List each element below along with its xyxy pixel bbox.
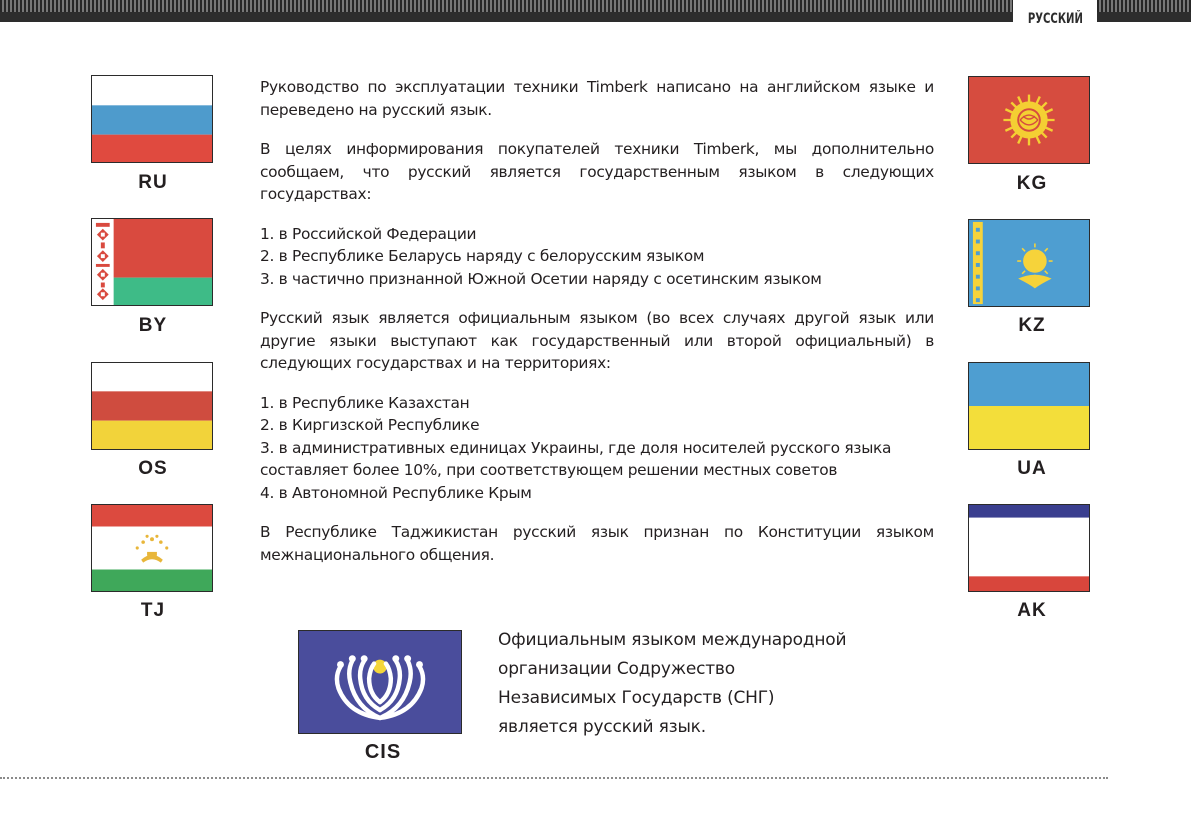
belarus-flag-icon xyxy=(91,218,213,306)
flag-code-ru: RU xyxy=(138,172,168,193)
flag-code-kg: KG xyxy=(1016,173,1048,194)
flag-code-cis: CIS xyxy=(364,741,402,763)
list-item: 2. в Киргизской Республике xyxy=(260,416,480,434)
flag-code-ak: AK xyxy=(1017,600,1047,621)
flag-code-by: BY xyxy=(138,315,168,336)
cis-line: является русский язык. xyxy=(498,717,706,737)
russia-flag-icon xyxy=(91,75,213,163)
south-ossetia-flag-icon xyxy=(91,362,213,450)
paragraph-state-language: В целях информирования покупателей техники Timberk, мы дополнительно сообщаем, что русский является государственным языком в следующих государствах: xyxy=(260,140,934,203)
top-band-right-lower xyxy=(1097,12,1191,22)
paragraph-intro: Руководство по эксплуатации техники Timberk написано на английском языке и переведено на русский язык. xyxy=(260,78,934,119)
flag-code-ua: UA xyxy=(1017,458,1047,479)
language-tab: РУССКИЙ xyxy=(1013,0,1097,26)
list-item: 4. в Автономной Республике Крым xyxy=(260,483,532,502)
cis-statement xyxy=(498,626,918,742)
kyrgyzstan-flag-icon xyxy=(968,76,1090,164)
list-item: 3. в частично признанной Южной Осетии наряду с осетинским языком xyxy=(260,269,822,288)
dotted-divider xyxy=(0,777,1108,779)
cis-line: Независимых Государств (СНГ) xyxy=(498,688,775,708)
main-text xyxy=(260,76,934,583)
list-item: 2. в Республике Беларусь наряду с белорусским языком xyxy=(260,247,705,265)
kazakhstan-flag-icon xyxy=(968,219,1090,307)
flag-code-tj: TJ xyxy=(140,600,166,621)
flag-code-os: OS xyxy=(138,458,168,479)
top-band-right xyxy=(1097,0,1191,12)
cis-line: организации Содружество xyxy=(498,659,735,679)
cis-line: Официальным языком международной xyxy=(498,630,847,650)
list-item: 1. в Российской Федерации xyxy=(260,224,477,243)
paragraph-official-language: Русский язык является официальным языком (во всех случаях другой язык или другие языки выступают как государственный или второй официальный) в следующих государствах и на территориях: xyxy=(260,309,934,372)
list-item: 1. в Республике Казахстан xyxy=(260,393,470,412)
flag-code-kz: KZ xyxy=(1018,315,1046,336)
official-language-list xyxy=(260,392,934,505)
list-item: 3. в административных единицах Украины, где доля носителей русского языка составляет более 10%, при соответствующем решении местных советов xyxy=(260,438,892,479)
crimea-flag-icon xyxy=(968,504,1090,592)
top-band xyxy=(0,12,1013,22)
paragraph-tajikistan: В Республике Таджикистан русский язык признан по Конституции языком межнационального общения. xyxy=(260,523,934,564)
tajikistan-flag-icon xyxy=(91,504,213,592)
cis-emblem-icon xyxy=(298,630,462,734)
top-stripe xyxy=(0,0,1013,12)
state-language-list xyxy=(260,223,934,291)
ukraine-flag-icon xyxy=(968,362,1090,450)
